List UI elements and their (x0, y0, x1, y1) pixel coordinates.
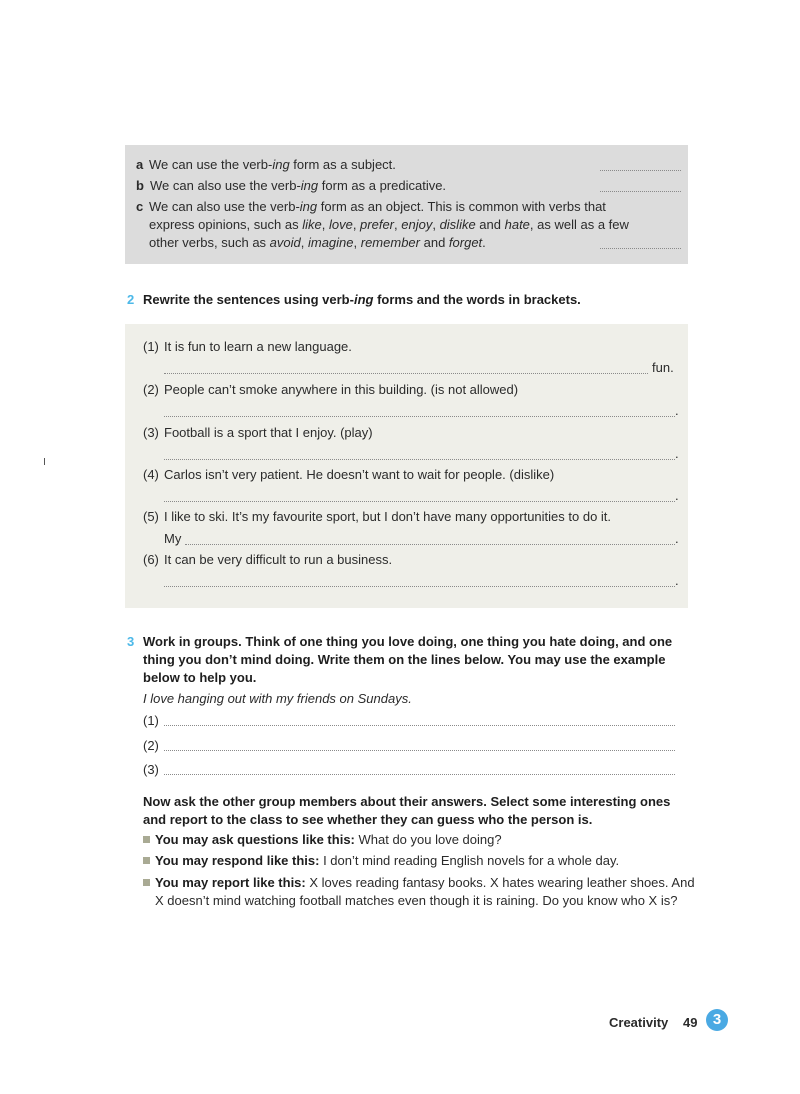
item-4-answer-line[interactable] (164, 501, 675, 502)
bullet-report-continued: X doesn’t mind watching football matches even though it is raining. Do you know who X is? (155, 893, 678, 908)
item-4-tail: . (675, 488, 679, 503)
write-line-2-label: (2) (143, 738, 159, 753)
write-line-3-label: (3) (143, 762, 159, 777)
item-3-answer-line[interactable] (164, 459, 675, 460)
item-2-answer-line[interactable] (164, 416, 675, 417)
rule-b-text: We can also use the verb-ing form as a predicative. (150, 178, 447, 193)
rule-c-letter: c (136, 199, 144, 214)
item-3-number: (3) (143, 425, 159, 440)
page-number: 49 (683, 1015, 698, 1030)
item-1-tail: fun. (652, 360, 674, 375)
rule-c-text-line3: other verbs, such as avoid, imagine, remember and forget. (149, 235, 486, 250)
item-3-text: Football is a sport that I enjoy. (play) (164, 425, 373, 440)
rule-b-letter: b (136, 178, 144, 193)
rule-a-text: We can use the verb-ing form as a subject. (149, 157, 396, 172)
exercise-2-heading: Rewrite the sentences using verb-ing forms and the words in brackets. (143, 292, 581, 307)
item-1-text: It is fun to learn a new language. (164, 339, 352, 354)
bullet-square-icon (143, 857, 150, 864)
exercise-2-number: 2 (127, 292, 135, 307)
footer-unit-title: Creativity (609, 1015, 669, 1030)
exercise-3-heading-line2: thing you don’t mind doing. Write them on the lines below. You may use the example (143, 652, 666, 667)
rule-c-text-line1: We can also use the verb-ing form as an object. This is common with verbs that (149, 199, 606, 214)
followup-line2: and report to the class to see whether they can guess who the person is. (143, 812, 593, 827)
bullet-respond: You may respond like this: I don’t mind reading English novels for a whole day. (155, 853, 620, 868)
exercise-3-heading-line3: below to help you. (143, 670, 257, 685)
item-6-number: (6) (143, 552, 159, 567)
margin-mark (44, 458, 45, 465)
write-line-1[interactable] (164, 725, 675, 726)
item-2-tail: . (675, 403, 679, 418)
unit-badge: 3 (706, 1009, 728, 1031)
item-2-number: (2) (143, 382, 159, 397)
followup-line1: Now ask the other group members about their answers. Select some interesting ones (143, 794, 671, 809)
item-5-tail: . (675, 531, 679, 546)
exercise-3-heading-line1: Work in groups. Think of one thing you love doing, one thing you hate doing, and one (143, 634, 673, 649)
exercise-3-number: 3 (127, 634, 135, 649)
item-6-text: It can be very difficult to run a business. (164, 552, 393, 567)
item-6-answer-line[interactable] (164, 586, 675, 587)
rule-a-letter: a (136, 157, 144, 172)
write-line-1-label: (1) (143, 713, 159, 728)
write-line-2[interactable] (164, 750, 675, 751)
item-3-tail: . (675, 446, 679, 461)
item-4-text: Carlos isn’t very patient. He doesn’t want to wait for people. (dislike) (164, 467, 555, 482)
rule-a-answer-line[interactable] (600, 170, 681, 171)
item-1-number: (1) (143, 339, 159, 354)
exercise-3-example: I love hanging out with my friends on Sundays. (143, 691, 412, 706)
item-1-answer-line[interactable] (164, 373, 648, 374)
item-5-answer-line[interactable] (185, 544, 675, 545)
item-5-text: I like to ski. It’s my favourite sport, but I don’t have many opportunities to do it. (164, 509, 612, 524)
bullet-square-icon (143, 836, 150, 843)
bullet-square-icon (143, 879, 150, 886)
item-4-number: (4) (143, 467, 159, 482)
rule-b-answer-line[interactable] (600, 191, 681, 192)
item-2-text: People can’t smoke anywhere in this building. (is not allowed) (164, 382, 519, 397)
item-5-number: (5) (143, 509, 159, 524)
item-5-prefix: My (164, 531, 182, 546)
item-6-tail: . (675, 573, 679, 588)
write-line-3[interactable] (164, 774, 675, 775)
bullet-report: You may report like this: X loves reading fantasy books. X hates wearing leather shoes. And (155, 875, 695, 890)
bullet-ask: You may ask questions like this: What do you love doing? (155, 832, 502, 847)
rule-c-answer-line[interactable] (600, 248, 681, 249)
rule-c-text-line2: express opinions, such as like, love, prefer, enjoy, dislike and hate, as well as a few (149, 217, 629, 232)
